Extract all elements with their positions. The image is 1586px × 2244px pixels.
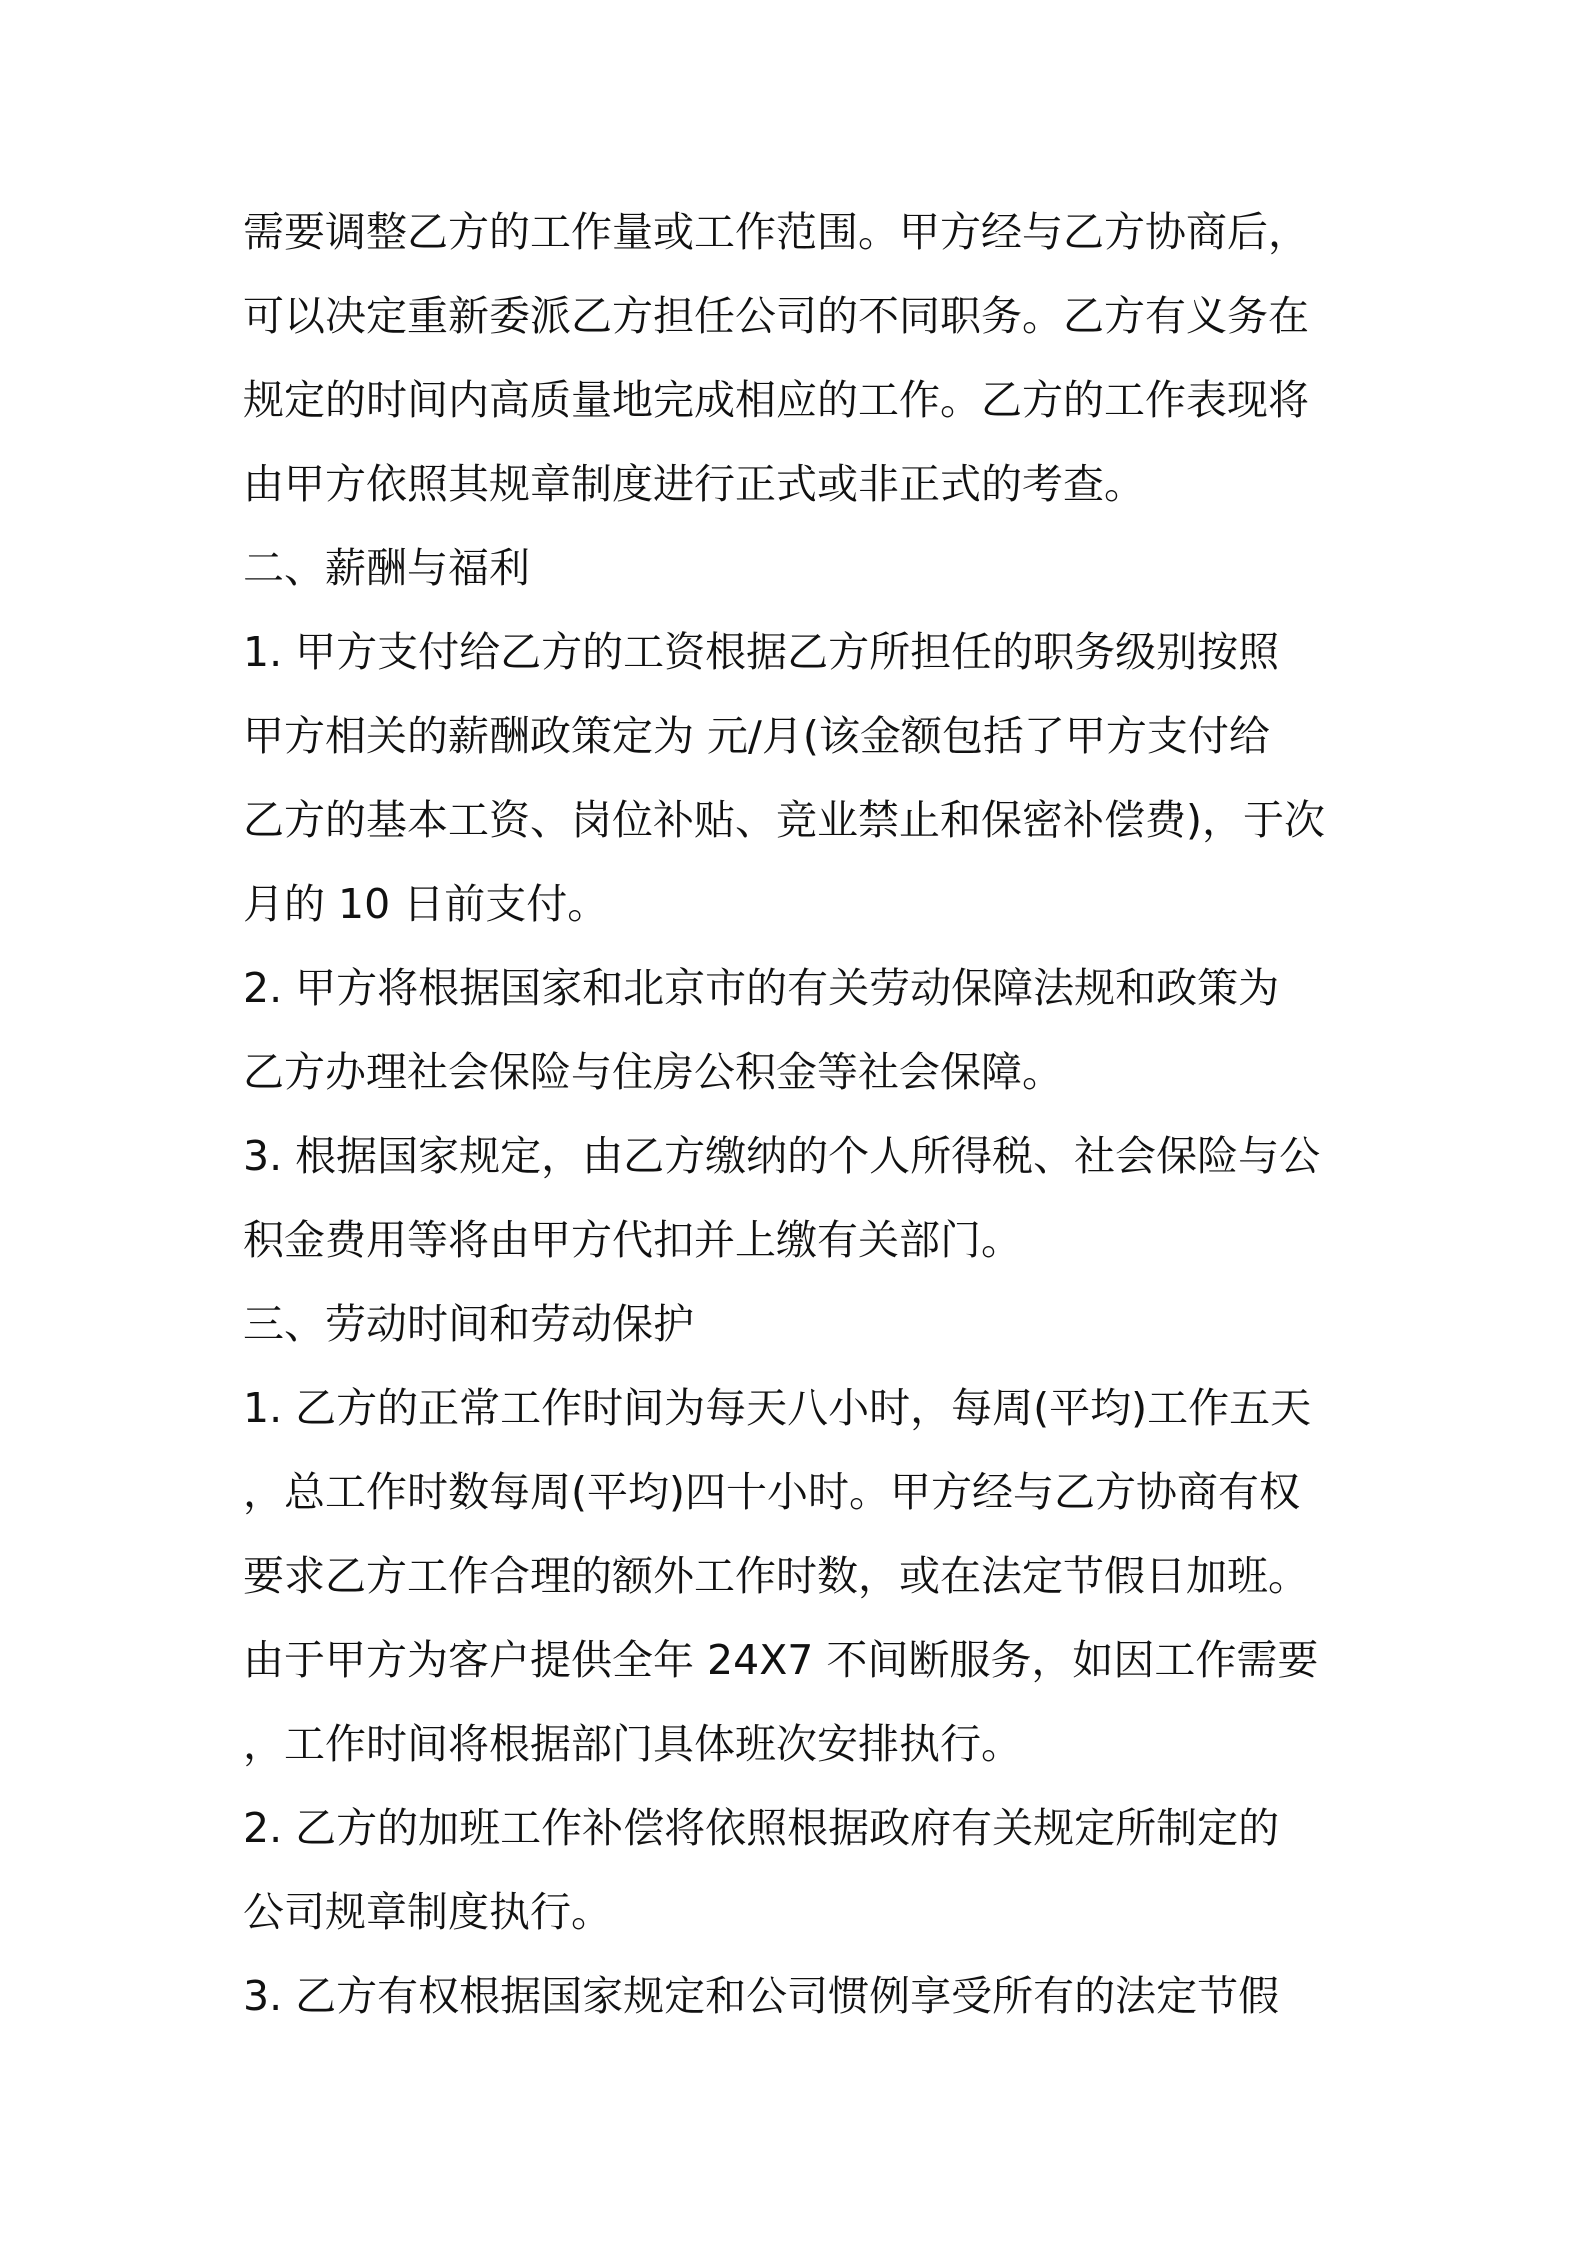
text-line: 甲方相关的薪酬政策定为 元/月(该金额包括了甲方支付给	[243, 712, 1270, 760]
document-body	[243, 190, 1363, 2038]
text-line: ，总工作时数每周(平均)四十小时。甲方经与乙方协商有权	[243, 1468, 1300, 1516]
text-line: 月的 10 日前支付。	[243, 880, 609, 928]
text-line: ，工作时间将根据部门具体班次安排执行。	[243, 1720, 1022, 1768]
text-line: 可以决定重新委派乙方担任公司的不同职务。乙方有义务在	[243, 292, 1309, 340]
text-line: 乙方办理社会保险与住房公积金等社会保障。	[243, 1048, 1063, 1096]
text-line: 2. 甲方将根据国家和北京市的有关劳动保障法规和政策为	[243, 964, 1280, 1012]
section-heading: 二、薪酬与福利	[243, 544, 530, 592]
text-line: 由于甲方为客户提供全年 24X7 不间断服务，如因工作需要	[243, 1636, 1319, 1684]
text-line: 公司规章制度执行。	[243, 1888, 612, 1936]
text-line: 2. 乙方的加班工作补偿将依照根据政府有关规定所制定的	[243, 1804, 1280, 1852]
text-line: 3. 根据国家规定，由乙方缴纳的个人所得税、社会保险与公	[243, 1132, 1321, 1180]
text-line: 1. 甲方支付给乙方的工资根据乙方所担任的职务级别按照	[243, 628, 1280, 676]
text-line: 3. 乙方有权根据国家规定和公司惯例享受所有的法定节假	[243, 1972, 1280, 2020]
text-line: 规定的时间内高质量地完成相应的工作。乙方的工作表现将	[243, 376, 1309, 424]
text-line: 需要调整乙方的工作量或工作范围。甲方经与乙方协商后，	[243, 208, 1309, 256]
text-line: 乙方的基本工资、岗位补贴、竞业禁止和保密补偿费)，于次	[243, 796, 1325, 844]
text-line: 由甲方依照其规章制度进行正式或非正式的考查。	[243, 460, 1145, 508]
text-line: 要求乙方工作合理的额外工作时数，或在法定节假日加班。	[243, 1552, 1309, 1600]
text-line: 1. 乙方的正常工作时间为每天八小时，每周(平均)工作五天	[243, 1384, 1312, 1432]
section-heading: 三、劳动时间和劳动保护	[243, 1300, 694, 1348]
text-line: 积金费用等将由甲方代扣并上缴有关部门。	[243, 1216, 1022, 1264]
